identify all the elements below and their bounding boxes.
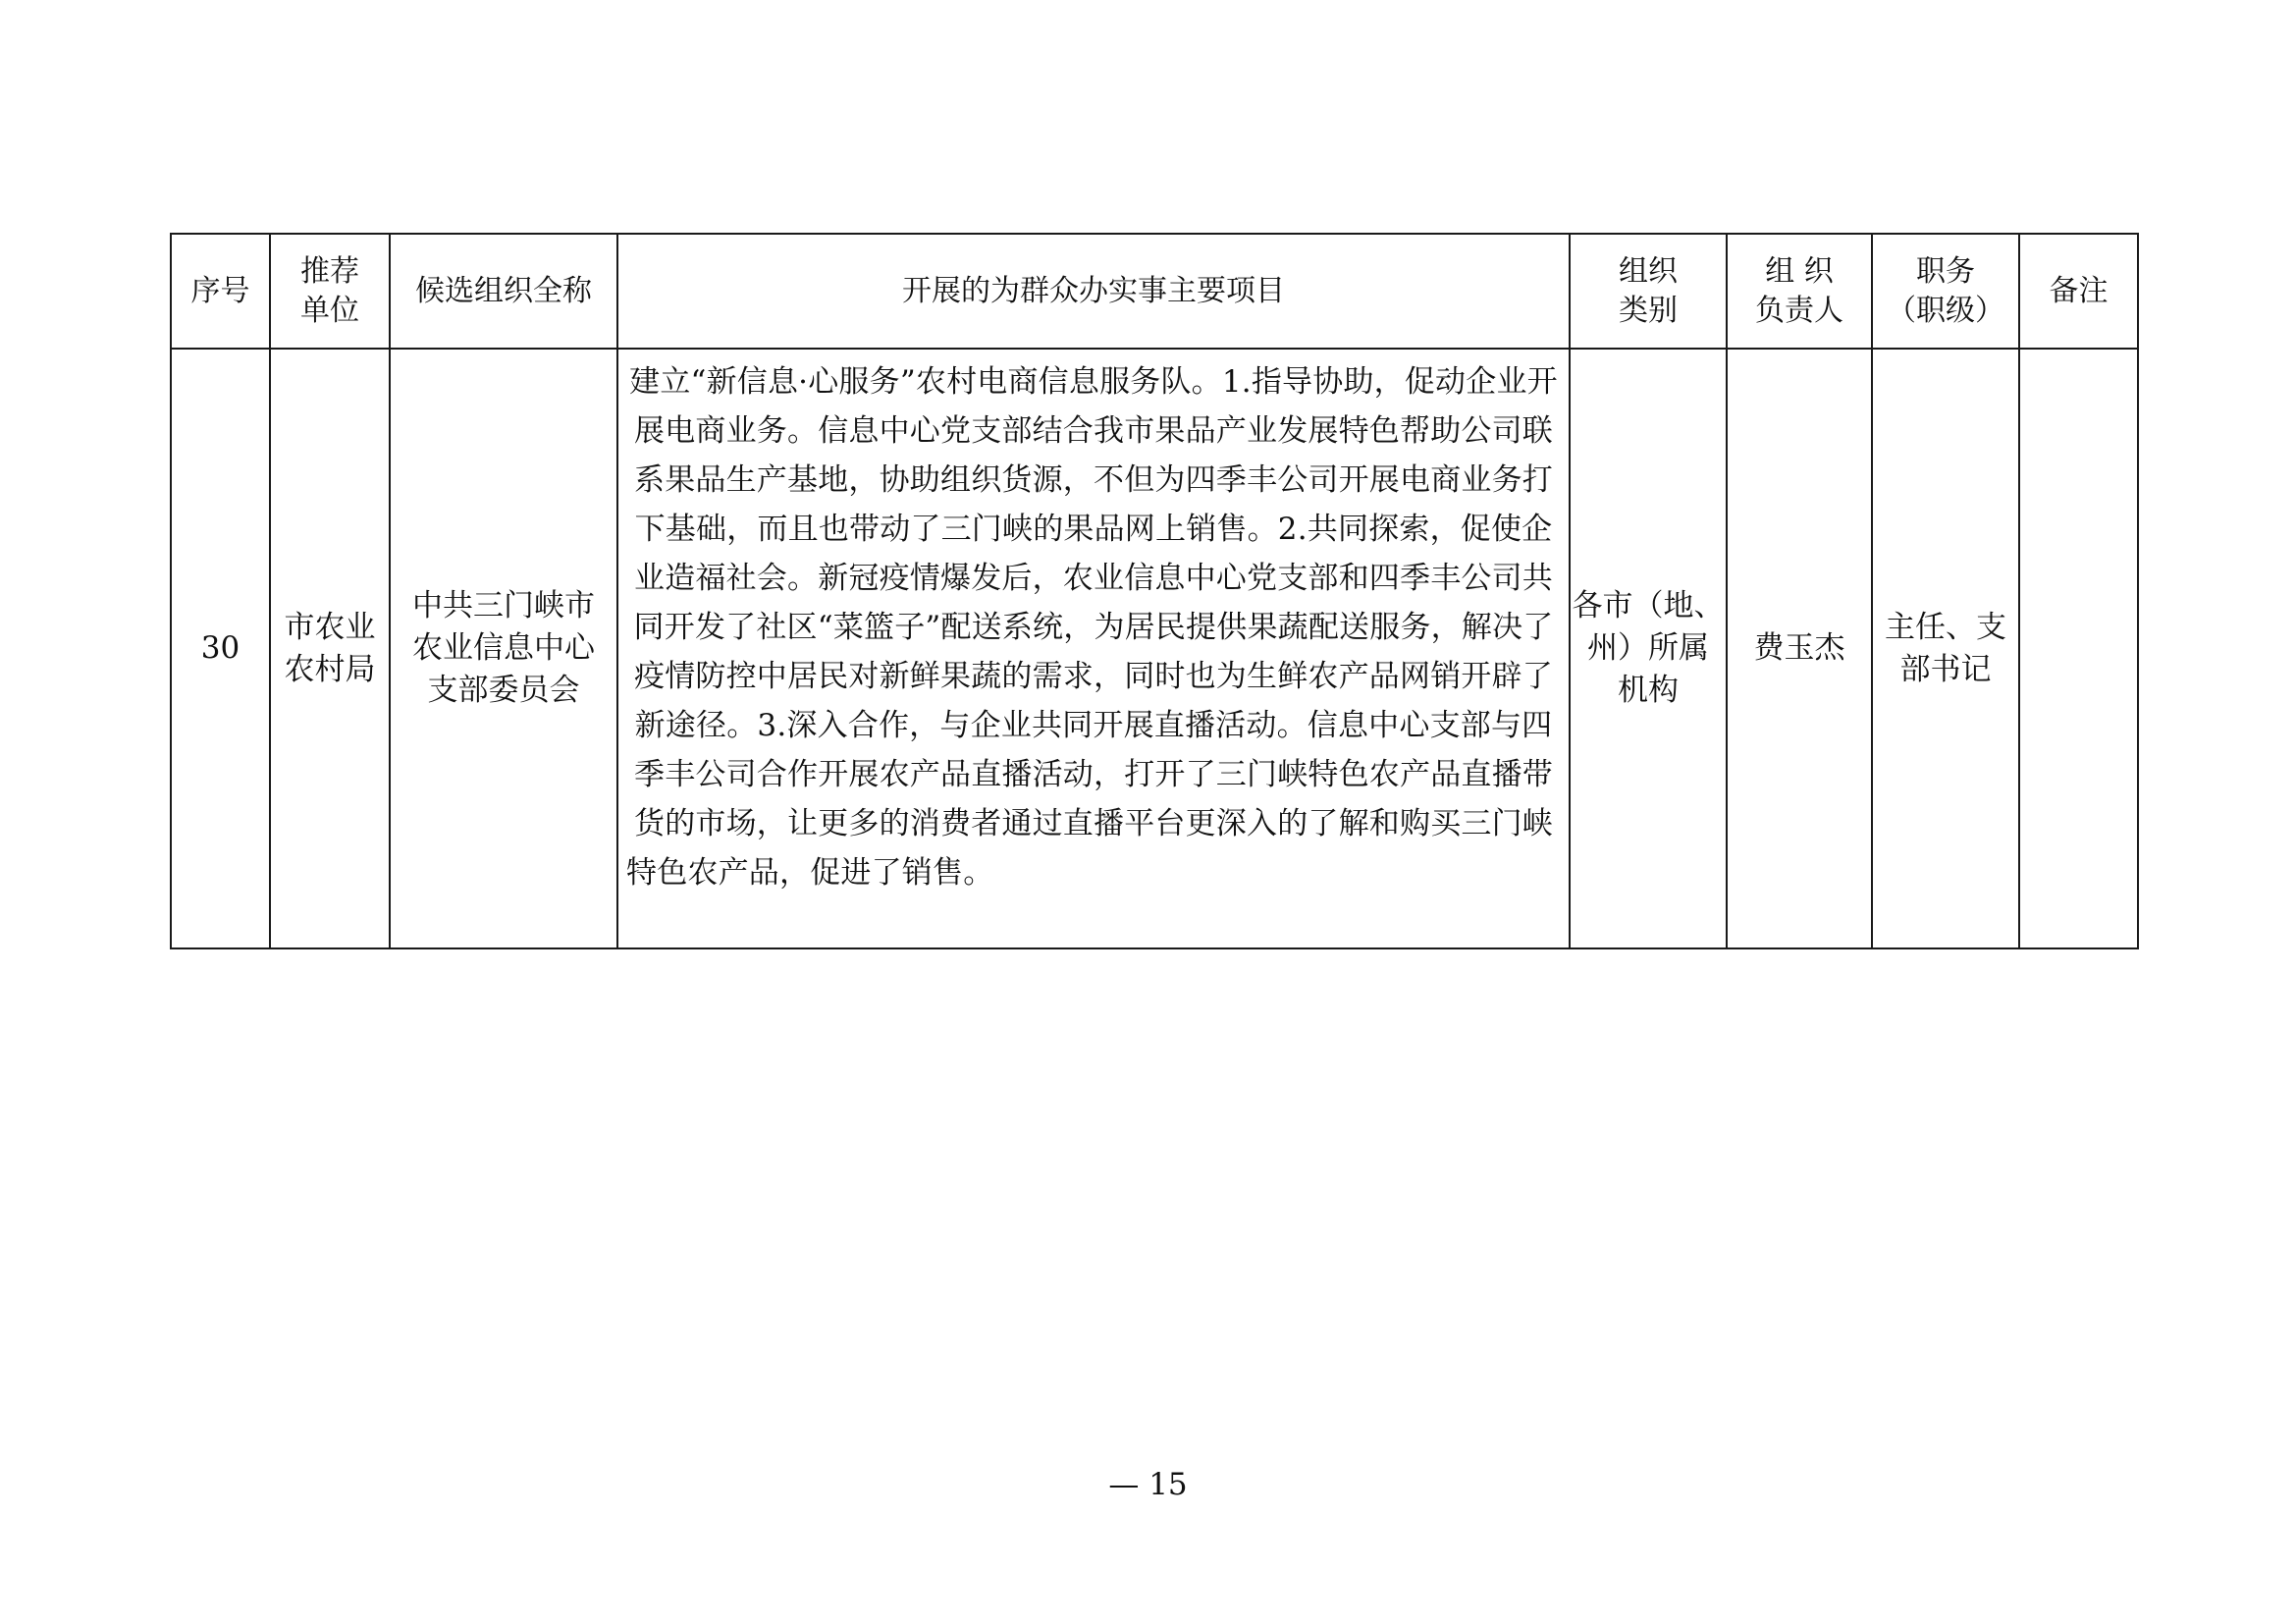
cell-org-name: 中共三门峡市 农业信息中心 支部委员会	[390, 349, 617, 948]
header-projects: 开展的为群众办实事主要项目	[617, 234, 1570, 349]
table-row	[171, 349, 2138, 948]
cell-leader: 费玉杰	[1727, 349, 1872, 948]
cell-org-type: 各市（地、 州）所属 机构	[1570, 349, 1727, 948]
candidate-table	[170, 233, 2139, 949]
cell-seq: 30	[171, 349, 270, 948]
header-position: 职务 （职级）	[1872, 234, 2019, 349]
header-unit: 推荐 单位	[270, 234, 390, 349]
cell-position: 主任、支 部书记	[1872, 349, 2019, 948]
header-org-type: 组织 类别	[1570, 234, 1727, 349]
header-leader: 组 织 负责人	[1727, 234, 1872, 349]
header-seq: 序号	[171, 234, 270, 349]
cell-unit: 市农业 农村局	[270, 349, 390, 948]
header-row	[171, 234, 2138, 349]
header-remarks: 备注	[2019, 234, 2138, 349]
header-org-name: 候选组织全称	[390, 234, 617, 349]
cell-projects: 建立“新信息·心服务”农村电商信息服务队。1.指导协助，促动企业开展电商业务。信息中心党支部结合我市果品产业发展特色帮助公司联系果品生产基地，协助组织货源，不但为四季丰公司开展电商业务打下基础，而且也带动了三门峡的果品网上销售。2.共同探索，促使企业造福社会。新冠疫情爆发后，农业信息中心党支部和四季丰公司共同开发了社区“菜篮子”配送系统，为居民提供果蔬配送服务，解决了疫情防控中居民对新鲜果蔬的需求，同时也为生鲜农产品网销开辟了新途径。3.深入合作，与企业共同开展直播活动。信息中心支部与四季丰公司合作开展农产品直播活动，打开了三门峡特色农产品直播带货的市场，让更多的消费者通过直播平台更深入的了解和购买三门峡特色农产品，促进了销售。	[617, 349, 1570, 948]
cell-remarks	[2019, 349, 2138, 948]
page-number: — 15	[1108, 1467, 1188, 1502]
